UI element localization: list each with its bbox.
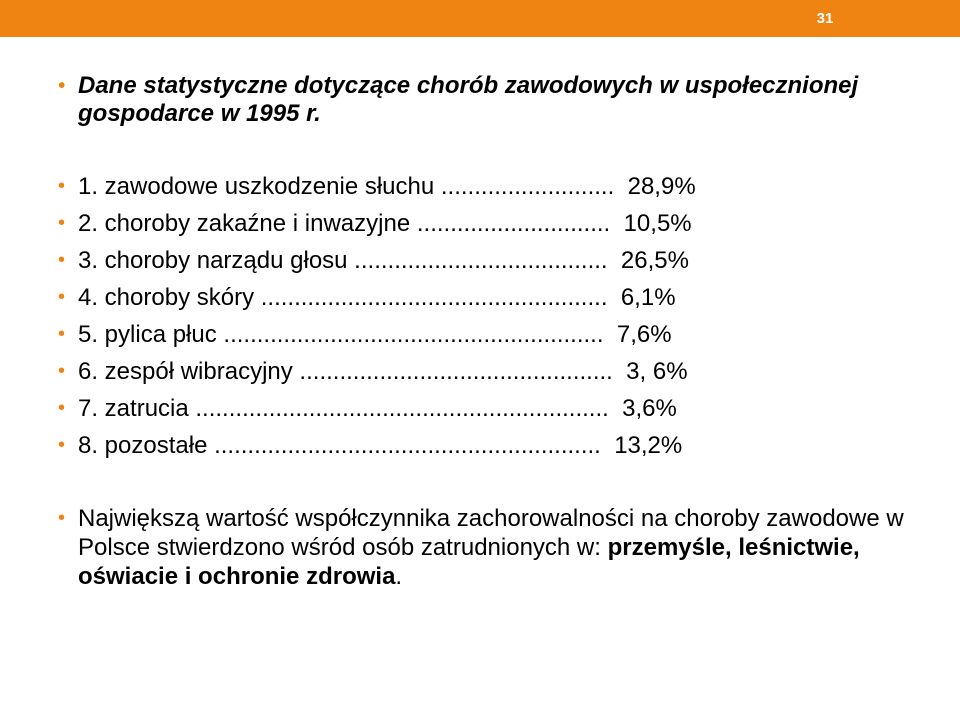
stat-label: 6. zespół wibracyjny bbox=[78, 358, 293, 385]
stat-label: 5. pylica płuc bbox=[78, 321, 217, 348]
stat-label: 7. zatrucia bbox=[78, 395, 189, 422]
stat-value: 26,5% bbox=[620, 247, 689, 274]
bullet-icon: • bbox=[58, 434, 66, 456]
stat-value: 13,2% bbox=[614, 432, 683, 459]
summary-highlight: przemyśle, leśnictwie, oświacie i ochronie zdrowia bbox=[78, 534, 860, 590]
stat-list-item bbox=[58, 390, 928, 427]
stat-label: 3. choroby narządu głosu bbox=[78, 247, 348, 274]
page-number: 31 bbox=[816, 10, 834, 27]
stat-list-item bbox=[58, 279, 928, 316]
bullet-icon: • bbox=[58, 75, 66, 97]
stat-list-item bbox=[58, 168, 928, 205]
stat-leader-dots: ......................................................... bbox=[216, 321, 604, 348]
slide-title-bullet bbox=[58, 72, 928, 128]
stat-label: 8. pozostałe bbox=[78, 432, 208, 459]
top-accent-bar bbox=[0, 0, 960, 37]
stat-list-item bbox=[58, 205, 928, 242]
stat-value: 10,5% bbox=[623, 210, 692, 237]
stat-value: 3, 6% bbox=[626, 358, 688, 385]
bullet-icon: • bbox=[58, 212, 66, 234]
stat-leader-dots: ...................................... bbox=[347, 247, 608, 274]
summary-bullet bbox=[58, 504, 928, 591]
stat-value: 6,1% bbox=[620, 284, 676, 311]
statistics-list bbox=[58, 168, 928, 464]
bullet-icon: • bbox=[58, 175, 66, 197]
bullet-icon: • bbox=[58, 360, 66, 382]
stat-label: 1. zawodowe uszkodzenie słuchu bbox=[78, 173, 435, 200]
stat-value: 3,6% bbox=[622, 395, 677, 422]
stat-leader-dots: .......................................................... bbox=[207, 432, 601, 459]
stat-list-item bbox=[58, 316, 928, 353]
stat-value: 7,6% bbox=[616, 321, 672, 348]
stat-list-item bbox=[58, 242, 928, 279]
stat-list-item bbox=[58, 353, 928, 390]
stat-leader-dots: .......................... bbox=[434, 173, 615, 200]
stat-value: 28,9% bbox=[627, 173, 696, 200]
bullet-icon: • bbox=[58, 286, 66, 308]
slide-title: Dane statystyczne dotyczące chorób zawodowych w uspołecznionej gospodarce w 1995 r. bbox=[78, 72, 859, 127]
stat-leader-dots: .................................................... bbox=[254, 284, 608, 311]
stat-list-item bbox=[58, 427, 928, 464]
stat-label: 4. choroby skóry bbox=[78, 284, 255, 311]
summary-end: . bbox=[395, 563, 403, 590]
bullet-icon: • bbox=[58, 507, 66, 529]
stat-leader-dots: ............................. bbox=[410, 210, 611, 237]
bullet-icon: • bbox=[58, 323, 66, 345]
bullet-icon: • bbox=[58, 397, 66, 419]
stat-leader-dots: ............................................... bbox=[292, 358, 613, 385]
stat-label: 2. choroby zakaźne i inwazyjne bbox=[78, 210, 411, 237]
summary-intro: Największą wartość współczynnika zachorowalności na choroby zawodowe w Polsce stwierdzono wśród osób zatrudnionych w: bbox=[78, 505, 904, 561]
stat-leader-dots: .............................................................. bbox=[188, 395, 609, 422]
bullet-icon: • bbox=[58, 249, 66, 271]
slide-content bbox=[58, 72, 928, 591]
